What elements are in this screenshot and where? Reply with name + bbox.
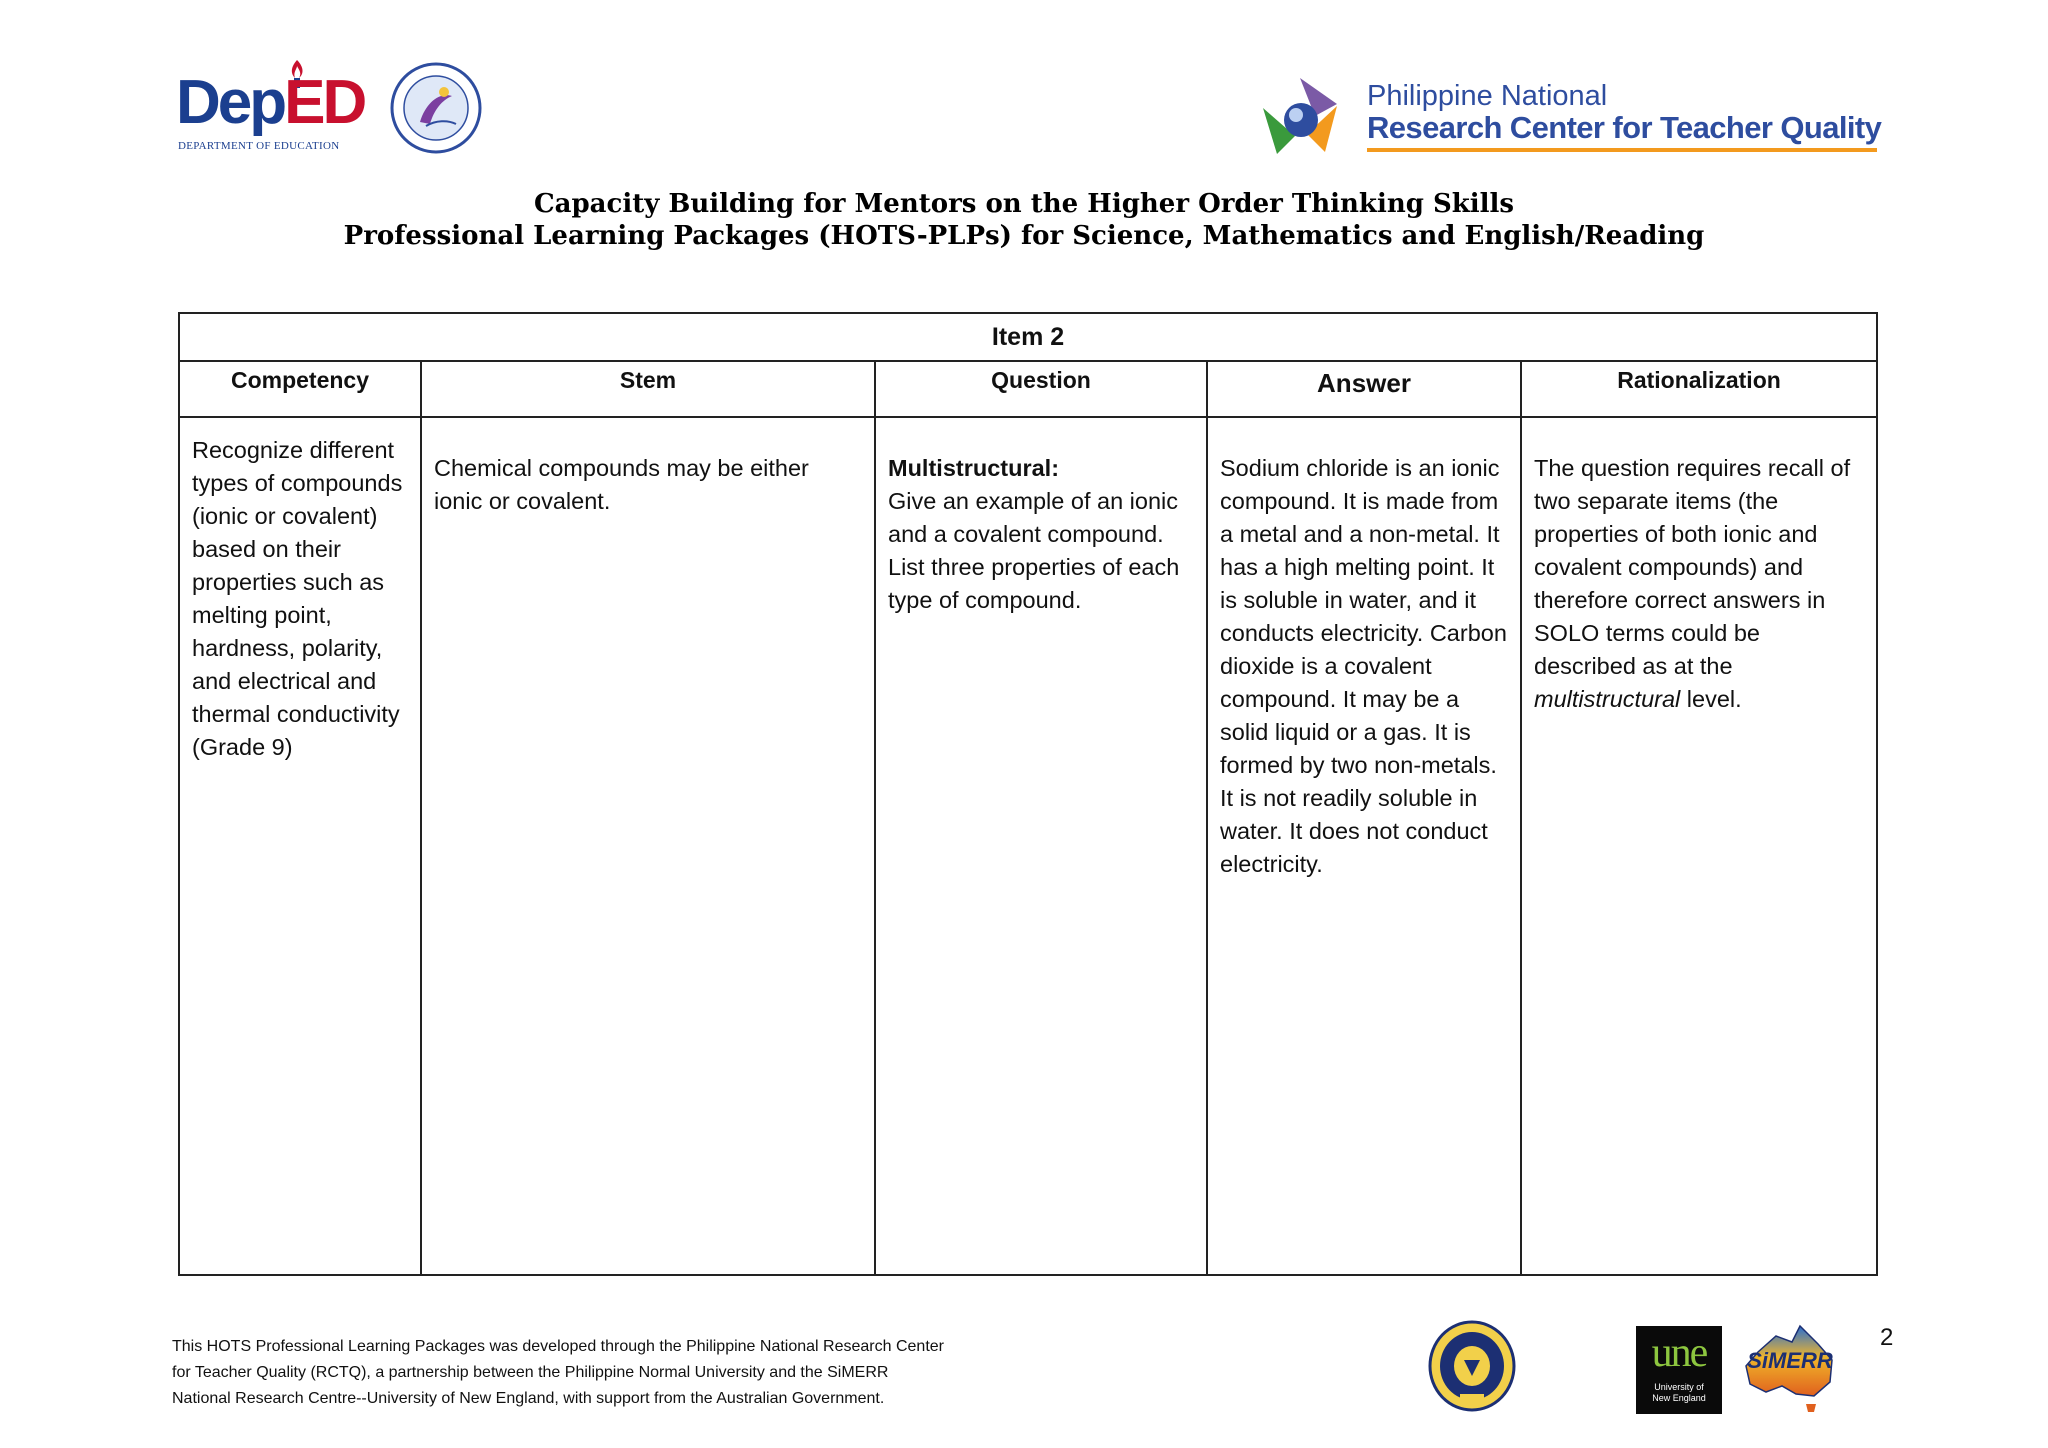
philippine-normal-university-seal-icon: [1428, 1320, 1516, 1412]
header-competency: Competency: [179, 361, 421, 417]
document-title-line1: Capacity Building for Mentors on the Higher Order Thinking Skills: [533, 189, 1515, 219]
une-caption: [1636, 1382, 1722, 1404]
une-caption-line2: New England: [1652, 1393, 1706, 1403]
footer-line-3: National Research Centre--University of New England, with support from the Australian Government.: [172, 1390, 885, 1407]
cell-stem: Chemical compounds may be either ionic or covalent.: [421, 417, 875, 1275]
rctq-underline: [1367, 148, 1877, 152]
question-level-label: Multistructural:: [888, 455, 1060, 481]
footer-line-1: This HOTS Professional Learning Packages was developed through the Philippine National Research Center: [172, 1338, 944, 1355]
table-header-row: [179, 361, 1877, 417]
cell-question: [875, 417, 1207, 1275]
header-rationalization: Rationalization: [1521, 361, 1877, 417]
deped-word-right: ED: [284, 68, 365, 137]
simerr-logo-icon: [1740, 1322, 1840, 1416]
deped-wordmark: [176, 68, 365, 137]
cell-answer: Sodium chloride is an ionic compound. It is made from a metal and a non-metal. It has a high melting point. It is soluble in water, and it conducts electricity. Carbon dioxide is a covalent compound. It may be a solid liquid or a gas. It is formed by two non-metals. It is not readily soluble in water. It does not conduct electricity.: [1207, 417, 1521, 1275]
question-text: Give an example of an ionic and a covalent compound. List three properties of each type of compound.: [888, 488, 1180, 613]
cell-competency: Recognize different types of compounds (ionic or covalent) based on their properties such as melting point, hardness, polarity, and electrical and thermal conductivity (Grade 9): [179, 417, 421, 1275]
deped-subtitle: DEPARTMENT OF EDUCATION: [178, 140, 340, 152]
deped-word-left: Dep: [176, 68, 285, 137]
rctq-name-line2: Research Center for Teacher Quality: [1367, 110, 1882, 145]
rationalization-end: level.: [1680, 686, 1742, 712]
document-title-line2: Professional Learning Packages (HOTS-PLPs) for Science, Mathematics and English/Reading: [343, 221, 1705, 251]
rationalization-text: The question requires recall of two separate items (the properties of both ionic and covalent compounds) and therefore correct answers in SOLO terms could be described as at the: [1534, 455, 1851, 679]
rctq-logo: [1255, 76, 1885, 158]
item-table: [178, 312, 1878, 1276]
national-educators-academy-seal-icon: [390, 62, 482, 154]
header-answer: Answer: [1207, 361, 1521, 417]
page-number: 2: [1880, 1324, 1894, 1351]
simerr-logo-text: SiMERR: [1747, 1348, 1833, 1373]
footer-line-2: for Teacher Quality (RCTQ), a partnership between the Philippine Normal University and the SiMERR: [172, 1364, 889, 1381]
header-question: Question: [875, 361, 1207, 417]
une-caption-line1: University of: [1654, 1382, 1704, 1392]
une-logo: [1636, 1326, 1722, 1414]
rctq-emblem-icon: [1255, 76, 1345, 158]
item-title: Item 2: [179, 313, 1877, 361]
rationalization-emphasis: multistructural: [1534, 686, 1681, 712]
table-row: [179, 417, 1877, 1275]
cell-rationalization: [1521, 417, 1877, 1275]
rctq-name-line1: Philippine National: [1367, 80, 1608, 112]
une-mark: une: [1651, 1330, 1707, 1376]
deped-logo: [176, 58, 366, 154]
item-title-row: [179, 313, 1877, 361]
header-stem: Stem: [421, 361, 875, 417]
footer-acknowledgement: [172, 1334, 1072, 1412]
